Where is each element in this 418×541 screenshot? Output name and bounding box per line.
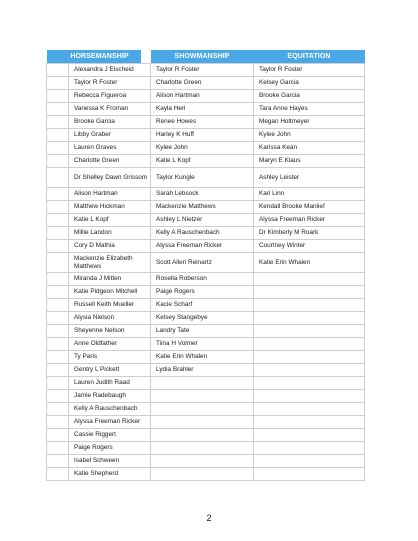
cell-horsemanship: Kelly A Rauschenbach: [69, 403, 151, 416]
cell-showmanship: [151, 455, 254, 468]
cell-horsemanship: Russell Keith Mueller: [69, 299, 151, 312]
cell-horsemanship: Charlotte Green: [69, 155, 151, 168]
table-row: [47, 286, 365, 299]
table-row: [47, 390, 365, 403]
cell-showmanship: [151, 390, 254, 403]
cell-showmanship: Ashley L Nietzer: [151, 214, 254, 227]
cell-horsemanship: Brooke Garcia: [69, 116, 151, 129]
cell-horsemanship: Anne Oldfather: [69, 338, 151, 351]
table-row: [47, 299, 365, 312]
cell-horsemanship: Cassie Riggert: [69, 429, 151, 442]
cell-equitation: Megan Holtmeyer: [254, 116, 365, 129]
cell-equitation: [254, 351, 365, 364]
cell-showmanship: Alyssa Freeman Ricker: [151, 240, 254, 253]
cell-equitation: [254, 390, 365, 403]
cell-equitation: [254, 312, 365, 325]
row-gutter: [47, 103, 69, 116]
cell-showmanship: Landry Tate: [151, 325, 254, 338]
table-row: [47, 364, 365, 377]
cell-equitation: Brooke Garcia: [254, 90, 365, 103]
table-row: [47, 227, 365, 240]
cell-horsemanship: Miranda J Mitten: [69, 273, 151, 286]
cell-equitation: [254, 338, 365, 351]
table-row: [47, 429, 365, 442]
cell-horsemanship: Libby Graber: [69, 129, 151, 142]
cell-equitation: [254, 455, 365, 468]
row-gutter: [47, 468, 69, 481]
cell-showmanship: Rosella Roberson: [151, 273, 254, 286]
table-row: [47, 403, 365, 416]
row-gutter: [47, 338, 69, 351]
cell-equitation: Karissa Kean: [254, 142, 365, 155]
table-row: [47, 188, 365, 201]
cell-showmanship: Lydia Brahler: [151, 364, 254, 377]
cell-equitation: Taylor R Foster: [254, 64, 365, 77]
cell-equitation: [254, 403, 365, 416]
cell-equitation: Kelsey Garcia: [254, 77, 365, 90]
table-row: [47, 116, 365, 129]
table-row: [47, 64, 365, 77]
cell-equitation: [254, 429, 365, 442]
table-row: [47, 416, 365, 429]
cell-showmanship: Tiina H Volmer: [151, 338, 254, 351]
cell-showmanship: Harley K Huff: [151, 129, 254, 142]
cell-equitation: [254, 364, 365, 377]
cell-horsemanship: Sheyenne Nelson: [69, 325, 151, 338]
row-gutter: [47, 214, 69, 227]
cell-equitation: Tara Anne Hayes: [254, 103, 365, 116]
cell-showmanship: [151, 377, 254, 390]
roster-sheet: [46, 50, 364, 481]
table-row: [47, 351, 365, 364]
cell-horsemanship: Katie Pidgeon Mitchell: [69, 286, 151, 299]
cell-showmanship: Kayla Herl: [151, 103, 254, 116]
roster-body: [47, 64, 365, 481]
table-row: [47, 253, 365, 273]
row-gutter: [47, 188, 69, 201]
table-row: [47, 273, 365, 286]
cell-showmanship: Kacie Scharf: [151, 299, 254, 312]
table-row: [47, 240, 365, 253]
cell-equitation: [254, 468, 365, 481]
header-horsemanship: HORSEMANSHIP: [59, 50, 141, 64]
cell-horsemanship: Taylor R Foster: [69, 77, 151, 90]
row-gutter: [47, 253, 69, 273]
cell-showmanship: Scott Allen Reinartz: [151, 253, 254, 273]
row-gutter: [47, 116, 69, 129]
cell-equitation: [254, 442, 365, 455]
cell-horsemanship: Cory D Mathia: [69, 240, 151, 253]
cell-horsemanship: Alyssa Freeman Ricker: [69, 416, 151, 429]
table-row: [47, 312, 365, 325]
cell-horsemanship: Katie L Kopf: [69, 214, 151, 227]
cell-horsemanship: Alysia Nielson: [69, 312, 151, 325]
table-row: [47, 442, 365, 455]
row-gutter: [47, 286, 69, 299]
header-row: [47, 50, 365, 64]
header-equitation: EQUITATION: [254, 50, 365, 64]
cell-horsemanship: Gentry L Pickett: [69, 364, 151, 377]
roster-table: [46, 50, 365, 481]
row-gutter: [47, 312, 69, 325]
cell-horsemanship: Dr Shelley Dawn Grissom: [69, 168, 151, 188]
table-row: [47, 103, 365, 116]
cell-showmanship: Charlotte Green: [151, 77, 254, 90]
cell-horsemanship: Rebecca Figueroa: [69, 90, 151, 103]
cell-showmanship: Taylor R Foster: [151, 64, 254, 77]
cell-showmanship: Mackenzie Matthews: [151, 201, 254, 214]
cell-showmanship: Sarah Lebsock: [151, 188, 254, 201]
cell-showmanship: Alison Hartman: [151, 90, 254, 103]
cell-showmanship: [151, 468, 254, 481]
cell-equitation: Dr Kimberly M Roark: [254, 227, 365, 240]
cell-horsemanship: Alexandra J Eischeid: [69, 64, 151, 77]
row-gutter: [47, 377, 69, 390]
cell-showmanship: Kelsey Stangebye: [151, 312, 254, 325]
cell-horsemanship: Ty Paris: [69, 351, 151, 364]
cell-showmanship: Taylor Kungle: [151, 168, 254, 188]
table-row: [47, 455, 365, 468]
row-gutter: [47, 416, 69, 429]
cell-showmanship: [151, 416, 254, 429]
table-row: [47, 168, 365, 188]
row-gutter: [47, 429, 69, 442]
row-gutter: [47, 364, 69, 377]
row-gutter: [47, 273, 69, 286]
cell-equitation: [254, 273, 365, 286]
cell-horsemanship: Millie Landon: [69, 227, 151, 240]
cell-horsemanship: Jamie Radebaugh: [69, 390, 151, 403]
cell-showmanship: Kylee John: [151, 142, 254, 155]
cell-equitation: [254, 286, 365, 299]
row-gutter: [47, 455, 69, 468]
row-gutter: [47, 299, 69, 312]
cell-showmanship: [151, 403, 254, 416]
row-gutter: [47, 227, 69, 240]
cell-showmanship: Paige Rogers: [151, 286, 254, 299]
cell-equitation: [254, 325, 365, 338]
row-gutter: [47, 155, 69, 168]
table-row: [47, 129, 365, 142]
table-row: [47, 142, 365, 155]
cell-equitation: Katie Erin Whalen: [254, 253, 365, 273]
cell-horsemanship: Katie Shepherd: [69, 468, 151, 481]
table-row: [47, 90, 365, 103]
table-row: [47, 468, 365, 481]
table-row: [47, 325, 365, 338]
cell-horsemanship: Matthew Hickman: [69, 201, 151, 214]
cell-equitation: Kari Linn: [254, 188, 365, 201]
table-row: [47, 338, 365, 351]
cell-equitation: Kylee John: [254, 129, 365, 142]
cell-equitation: [254, 377, 365, 390]
row-gutter: [47, 201, 69, 214]
row-gutter: [47, 64, 69, 77]
cell-horsemanship: Mackenzie Elizabeth Matthews: [69, 253, 151, 273]
table-row: [47, 77, 365, 90]
cell-showmanship: Kelly A Rauschenbach: [151, 227, 254, 240]
table-row: [47, 155, 365, 168]
cell-showmanship: [151, 429, 254, 442]
row-gutter: [47, 390, 69, 403]
cell-showmanship: Katie L Kopf: [151, 155, 254, 168]
cell-horsemanship: Isabel Schween: [69, 455, 151, 468]
cell-equitation: Ashley Leister: [254, 168, 365, 188]
row-gutter: [47, 351, 69, 364]
row-gutter: [47, 90, 69, 103]
cell-horsemanship: Alison Hartman: [69, 188, 151, 201]
cell-equitation: Kendall Brooke Manlief: [254, 201, 365, 214]
header-showmanship: SHOWMANSHIP: [151, 50, 254, 64]
cell-equitation: Courtney Winter: [254, 240, 365, 253]
row-gutter: [47, 325, 69, 338]
cell-showmanship: [151, 442, 254, 455]
cell-equitation: Alyssa Freeman Ricker: [254, 214, 365, 227]
cell-showmanship: Renee Howes: [151, 116, 254, 129]
cell-equitation: [254, 416, 365, 429]
row-gutter: [47, 129, 69, 142]
cell-horsemanship: Lauren Judith Raad: [69, 377, 151, 390]
row-gutter: [47, 240, 69, 253]
cell-equitation: [254, 299, 365, 312]
page-number: 2: [206, 513, 212, 523]
row-gutter: [47, 403, 69, 416]
cell-horsemanship: Lauren Graves: [69, 142, 151, 155]
table-row: [47, 201, 365, 214]
cell-equitation: Maryn E Klaus: [254, 155, 365, 168]
table-row: [47, 214, 365, 227]
table-row: [47, 377, 365, 390]
row-gutter: [47, 168, 69, 188]
row-gutter: [47, 442, 69, 455]
row-gutter: [47, 142, 69, 155]
row-gutter: [47, 77, 69, 90]
cell-horsemanship: Vanessa K Froman: [69, 103, 151, 116]
cell-horsemanship: Paige Rogers: [69, 442, 151, 455]
cell-showmanship: Katie Erin Whalen: [151, 351, 254, 364]
